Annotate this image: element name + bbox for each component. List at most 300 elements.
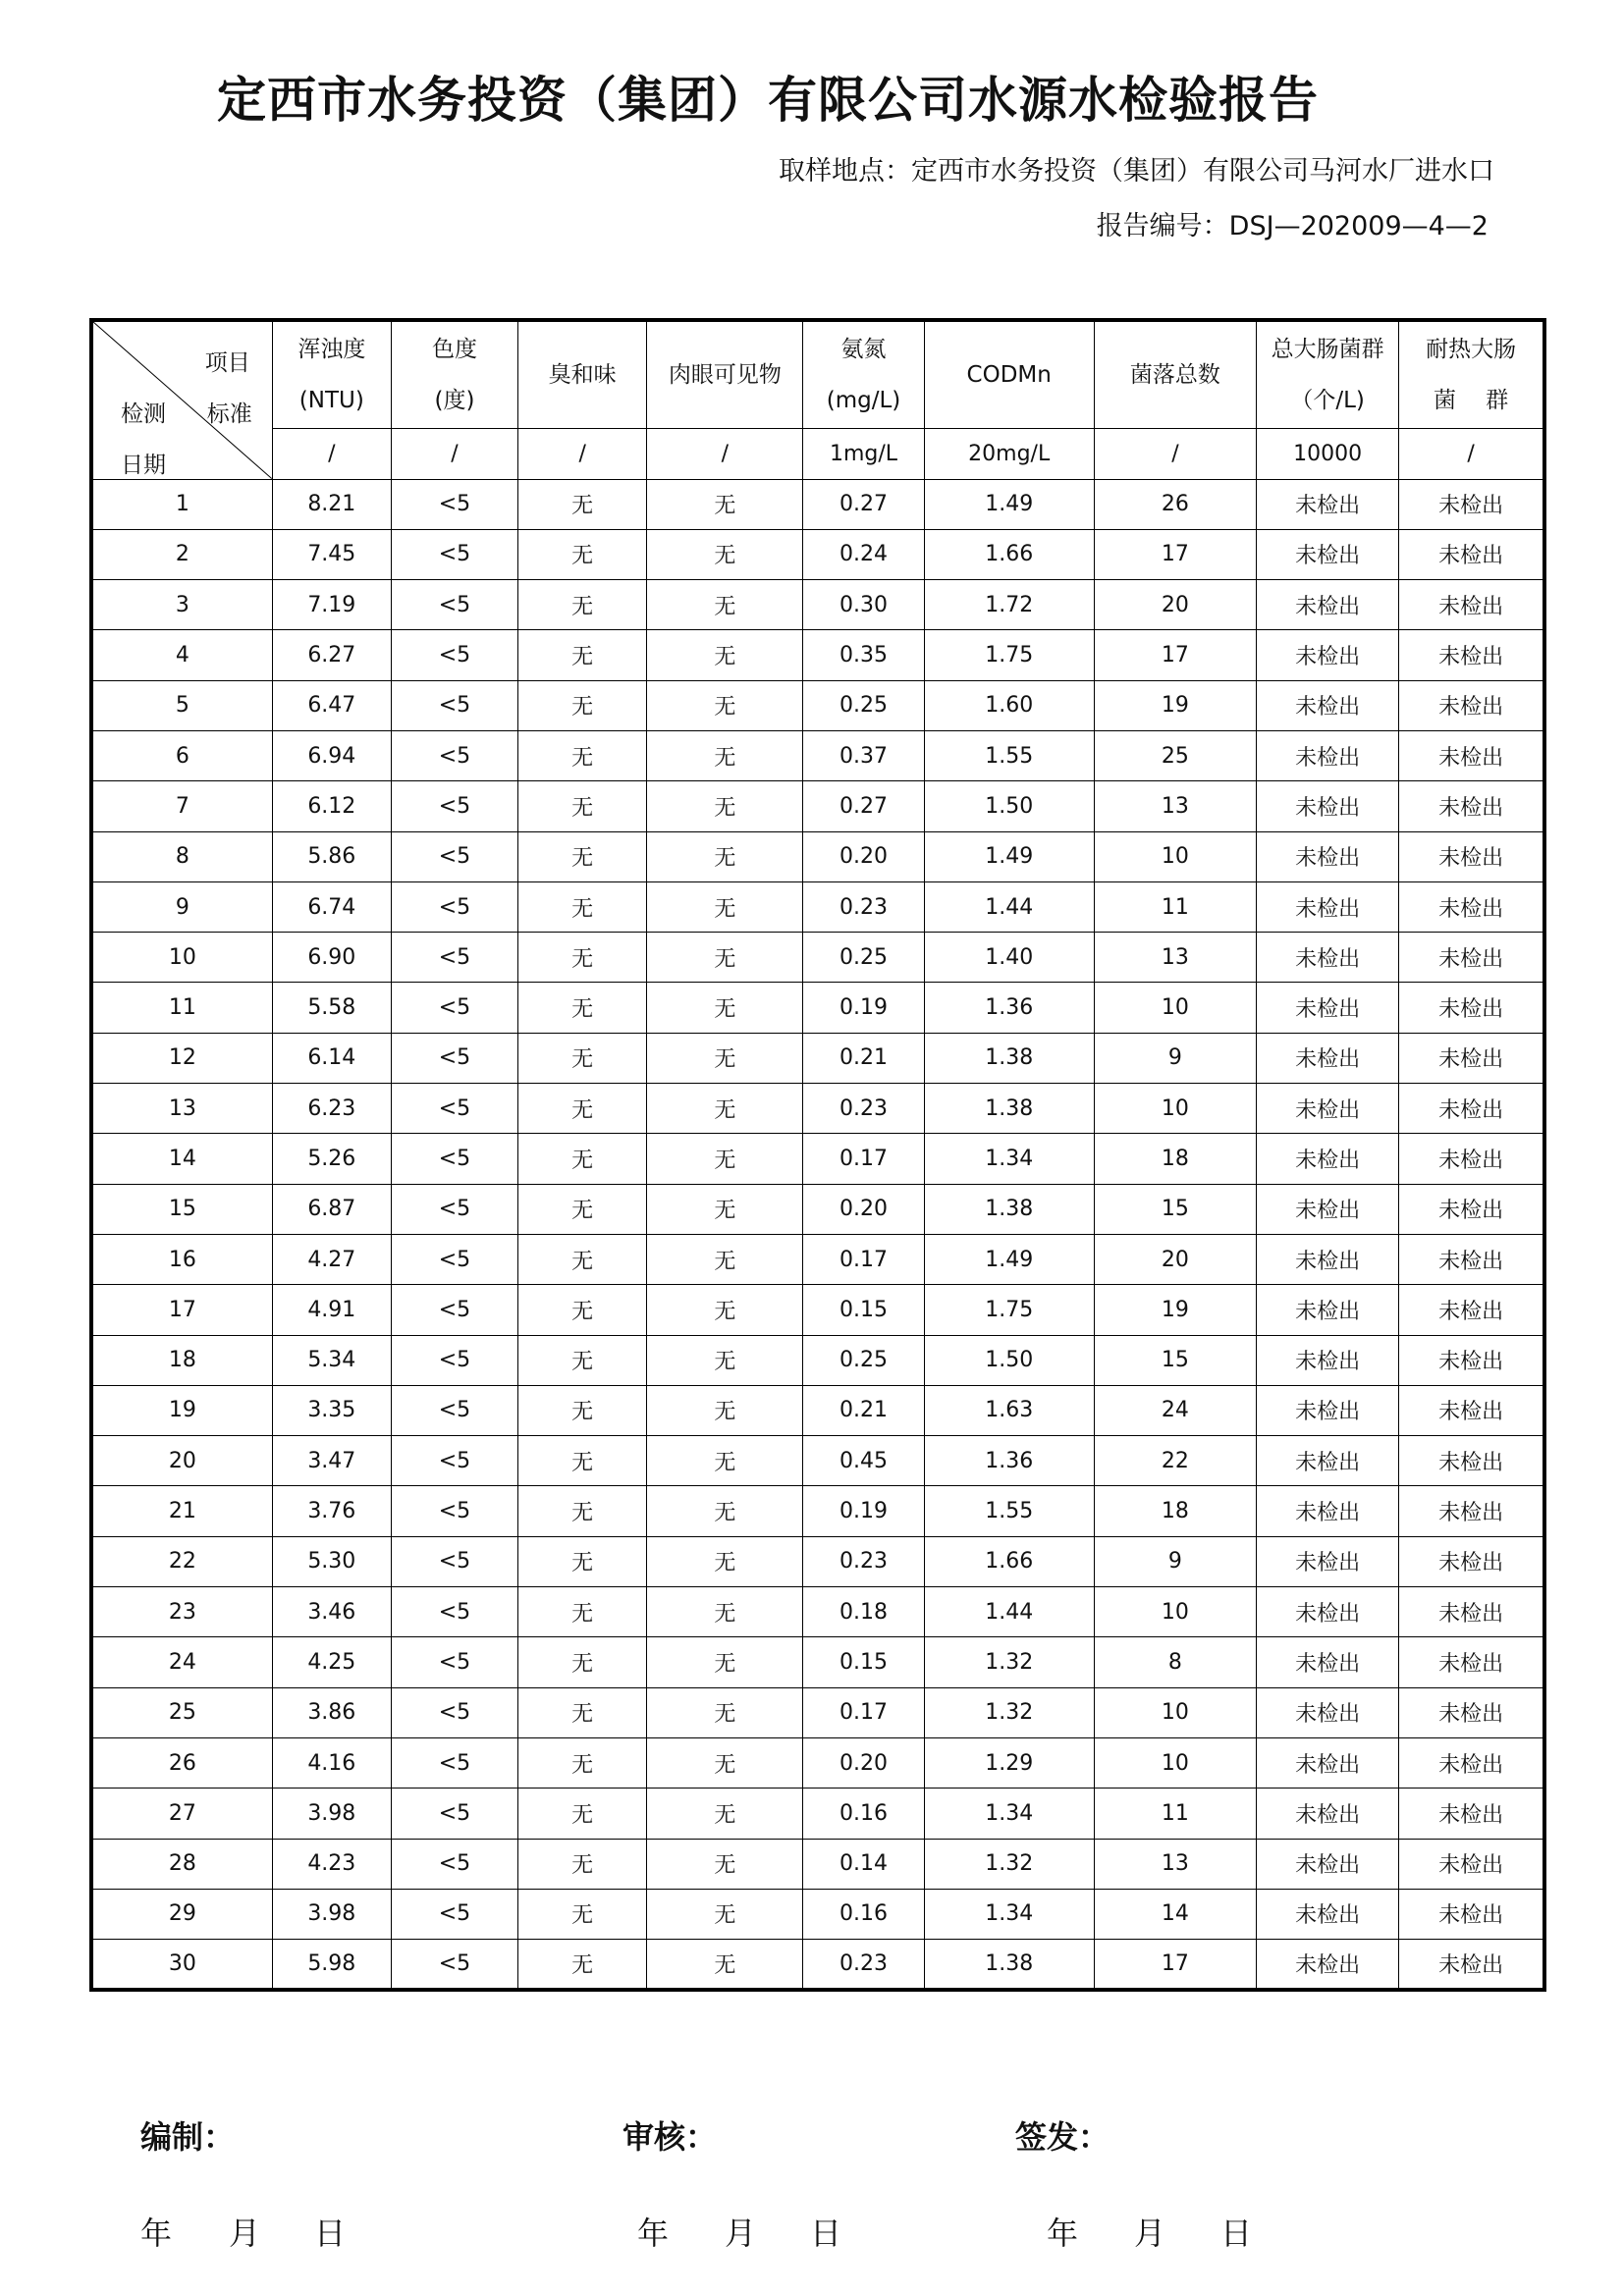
ammonia-nitrogen-cell: 0.35 bbox=[803, 630, 924, 680]
ammonia-nitrogen-cell: 0.20 bbox=[803, 1737, 924, 1788]
turbidity-cell: 5.98 bbox=[272, 1940, 391, 1990]
odor-taste-cell: 无 bbox=[518, 1687, 647, 1737]
ammonia-nitrogen-cell: 0.14 bbox=[803, 1839, 924, 1889]
total-coliform-cell: 未检出 bbox=[1257, 881, 1399, 932]
thermotolerant-coliform-cell: 未检出 bbox=[1399, 1335, 1544, 1385]
odor-taste-cell: 无 bbox=[518, 881, 647, 932]
codmn-cell: 1.50 bbox=[924, 1335, 1094, 1385]
turbidity-cell: 4.25 bbox=[272, 1637, 391, 1687]
codmn-cell: 1.55 bbox=[924, 730, 1094, 780]
odor-taste-cell: 无 bbox=[518, 580, 647, 630]
ammonia-nitrogen-cell: 0.17 bbox=[803, 1687, 924, 1737]
odor-taste-cell: 无 bbox=[518, 1436, 647, 1486]
total-coliform-cell: 未检出 bbox=[1257, 580, 1399, 630]
thermotolerant-coliform-cell: 未检出 bbox=[1399, 479, 1544, 529]
table-row bbox=[91, 933, 1544, 983]
colony-count-cell: 15 bbox=[1094, 1335, 1256, 1385]
total-coliform-cell: 未检出 bbox=[1257, 1184, 1399, 1234]
colony-count-cell: 10 bbox=[1094, 831, 1256, 881]
ammonia-nitrogen-cell: 0.20 bbox=[803, 831, 924, 881]
total-coliform-cell: 未检出 bbox=[1257, 1486, 1399, 1536]
odor-taste-cell: 无 bbox=[518, 479, 647, 529]
ammonia-nitrogen-cell: 0.19 bbox=[803, 1486, 924, 1536]
ammonia-nitrogen-cell: 0.20 bbox=[803, 1184, 924, 1234]
turbidity-cell: 5.58 bbox=[272, 983, 391, 1033]
date-cell: 25 bbox=[91, 1687, 272, 1737]
ammonia-nitrogen-cell: 0.21 bbox=[803, 1033, 924, 1083]
color-cell: <5 bbox=[391, 1536, 517, 1586]
color-cell: <5 bbox=[391, 1084, 517, 1134]
total-coliform-cell: 未检出 bbox=[1257, 680, 1399, 730]
total-coliform-cell: 未检出 bbox=[1257, 1285, 1399, 1335]
odor-taste-cell: 无 bbox=[518, 1084, 647, 1134]
issued-by-label: 签发： bbox=[1015, 2118, 1110, 2156]
codmn-cell: 1.75 bbox=[924, 630, 1094, 680]
ammonia-nitrogen-cell: 0.23 bbox=[803, 881, 924, 932]
date-cell: 3 bbox=[91, 580, 272, 630]
color-cell: <5 bbox=[391, 881, 517, 932]
colony-count-cell: 22 bbox=[1094, 1436, 1256, 1486]
table-row bbox=[91, 1033, 1544, 1083]
total-coliform-cell: 未检出 bbox=[1257, 1587, 1399, 1637]
visible-matter-cell: 无 bbox=[647, 1789, 803, 1839]
color-cell: <5 bbox=[391, 680, 517, 730]
total-coliform-cell: 未检出 bbox=[1257, 1084, 1399, 1134]
thermotolerant-coliform-cell: 未检出 bbox=[1399, 933, 1544, 983]
thermotolerant-coliform-cell: 未检出 bbox=[1399, 1084, 1544, 1134]
odor-taste-cell: 无 bbox=[518, 1385, 647, 1435]
turbidity-cell: 6.47 bbox=[272, 680, 391, 730]
turbidity-cell: 3.46 bbox=[272, 1587, 391, 1637]
odor-taste-cell: 无 bbox=[518, 1184, 647, 1234]
ammonia-nitrogen-cell: 0.37 bbox=[803, 730, 924, 780]
standard-cell: 10000 bbox=[1257, 428, 1399, 479]
corner-date-label: 日期 bbox=[121, 453, 166, 478]
color-cell: <5 bbox=[391, 479, 517, 529]
table-row bbox=[91, 479, 1544, 529]
sample-location: 取样地点：定西市水务投资（集团）有限公司马河水厂进水口 bbox=[779, 156, 1494, 187]
codmn-cell: 1.66 bbox=[924, 529, 1094, 579]
date-cell: 12 bbox=[91, 1033, 272, 1083]
codmn-cell: 1.32 bbox=[924, 1839, 1094, 1889]
visible-matter-cell: 无 bbox=[647, 1084, 803, 1134]
reviewed-by-label: 审核： bbox=[623, 2118, 718, 2156]
ammonia-nitrogen-cell: 0.25 bbox=[803, 680, 924, 730]
color-cell: <5 bbox=[391, 1687, 517, 1737]
visible-matter-cell: 无 bbox=[647, 831, 803, 881]
ammonia-nitrogen-cell: 0.25 bbox=[803, 933, 924, 983]
colony-count-cell: 13 bbox=[1094, 1839, 1256, 1889]
color-cell: <5 bbox=[391, 933, 517, 983]
date-cell: 1 bbox=[91, 479, 272, 529]
table-row bbox=[91, 529, 1544, 579]
table-row bbox=[91, 1385, 1544, 1435]
color-cell: <5 bbox=[391, 580, 517, 630]
thermotolerant-coliform-cell: 未检出 bbox=[1399, 1134, 1544, 1184]
date-cell: 4 bbox=[91, 630, 272, 680]
thermotolerant-coliform-cell: 未检出 bbox=[1399, 831, 1544, 881]
color-cell: <5 bbox=[391, 1940, 517, 1990]
visible-matter-cell: 无 bbox=[647, 680, 803, 730]
visible-matter-cell: 无 bbox=[647, 933, 803, 983]
color-cell: <5 bbox=[391, 1737, 517, 1788]
thermotolerant-coliform-cell: 未检出 bbox=[1399, 1385, 1544, 1435]
visible-matter-cell: 无 bbox=[647, 730, 803, 780]
codmn-cell: 1.66 bbox=[924, 1536, 1094, 1586]
color-cell: <5 bbox=[391, 1385, 517, 1435]
colony-count-cell: 25 bbox=[1094, 730, 1256, 780]
visible-matter-cell: 无 bbox=[647, 1687, 803, 1737]
ammonia-nitrogen-cell: 0.23 bbox=[803, 1940, 924, 1990]
turbidity-cell: 4.23 bbox=[272, 1839, 391, 1889]
standard-cell: / bbox=[272, 428, 391, 479]
total-coliform-cell: 未检出 bbox=[1257, 630, 1399, 680]
turbidity-cell: 6.74 bbox=[272, 881, 391, 932]
turbidity-cell: 3.35 bbox=[272, 1385, 391, 1435]
odor-taste-cell: 无 bbox=[518, 1285, 647, 1335]
corner-item-label: 项目 bbox=[204, 350, 250, 376]
ammonia-nitrogen-cell: 0.16 bbox=[803, 1789, 924, 1839]
standard-cell: / bbox=[518, 428, 647, 479]
date-cell: 18 bbox=[91, 1335, 272, 1385]
table-row bbox=[91, 730, 1544, 780]
color-cell: <5 bbox=[391, 781, 517, 831]
odor-taste-cell: 无 bbox=[518, 1033, 647, 1083]
total-coliform-cell: 未检出 bbox=[1257, 730, 1399, 780]
codmn-cell: 1.36 bbox=[924, 1436, 1094, 1486]
turbidity-cell: 5.34 bbox=[272, 1335, 391, 1385]
total-coliform-cell: 未检出 bbox=[1257, 831, 1399, 881]
table-row bbox=[91, 1940, 1544, 1990]
colony-count-cell: 10 bbox=[1094, 1687, 1256, 1737]
codmn-cell: 1.38 bbox=[924, 1940, 1094, 1990]
odor-taste-cell: 无 bbox=[518, 1486, 647, 1536]
codmn-cell: 1.44 bbox=[924, 1587, 1094, 1637]
compiled-date-day: 日 bbox=[314, 2215, 347, 2252]
visible-matter-cell: 无 bbox=[647, 1184, 803, 1234]
visible-matter-cell: 无 bbox=[647, 1637, 803, 1687]
codmn-cell: 1.34 bbox=[924, 1789, 1094, 1839]
report-title: 定西市水务投资（集团）有限公司水源水检验报告 bbox=[217, 72, 1319, 129]
total-coliform-cell: 未检出 bbox=[1257, 1335, 1399, 1385]
thermotolerant-coliform-cell: 未检出 bbox=[1399, 1234, 1544, 1284]
codmn-cell: 1.34 bbox=[924, 1889, 1094, 1939]
table-row bbox=[91, 1839, 1544, 1889]
date-cell: 29 bbox=[91, 1889, 272, 1939]
codmn-cell: 1.32 bbox=[924, 1687, 1094, 1737]
color-cell: <5 bbox=[391, 730, 517, 780]
codmn-cell: 1.75 bbox=[924, 1285, 1094, 1335]
codmn-cell: 1.40 bbox=[924, 933, 1094, 983]
thermotolerant-coliform-cell: 未检出 bbox=[1399, 1587, 1544, 1637]
table-row bbox=[91, 1234, 1544, 1284]
colony-count-cell: 8 bbox=[1094, 1637, 1256, 1687]
codmn-cell: 1.49 bbox=[924, 1234, 1094, 1284]
date-cell: 5 bbox=[91, 680, 272, 730]
date-cell: 16 bbox=[91, 1234, 272, 1284]
total-coliform-cell: 未检出 bbox=[1257, 1789, 1399, 1839]
colony-count-cell: 10 bbox=[1094, 1587, 1256, 1637]
codmn-cell: 1.49 bbox=[924, 479, 1094, 529]
visible-matter-cell: 无 bbox=[647, 781, 803, 831]
color-cell: <5 bbox=[391, 1285, 517, 1335]
turbidity-cell: 5.86 bbox=[272, 831, 391, 881]
color-cell: <5 bbox=[391, 1436, 517, 1486]
codmn-cell: 1.34 bbox=[924, 1134, 1094, 1184]
compiled-date-year: 年 bbox=[140, 2215, 173, 2252]
ammonia-nitrogen-cell: 0.30 bbox=[803, 580, 924, 630]
odor-taste-cell: 无 bbox=[518, 1737, 647, 1788]
date-cell: 27 bbox=[91, 1789, 272, 1839]
thermotolerant-coliform-cell: 未检出 bbox=[1399, 529, 1544, 579]
odor-taste-cell: 无 bbox=[518, 529, 647, 579]
date-cell: 30 bbox=[91, 1940, 272, 1990]
ammonia-nitrogen-cell: 0.27 bbox=[803, 781, 924, 831]
colony-count-cell: 10 bbox=[1094, 1084, 1256, 1134]
table-row bbox=[91, 1637, 1544, 1687]
visible-matter-cell: 无 bbox=[647, 1385, 803, 1435]
odor-taste-cell: 无 bbox=[518, 933, 647, 983]
thermotolerant-coliform-cell: 未检出 bbox=[1399, 1637, 1544, 1687]
date-cell: 28 bbox=[91, 1839, 272, 1889]
ammonia-nitrogen-cell: 0.18 bbox=[803, 1587, 924, 1637]
ammonia-nitrogen-cell: 0.15 bbox=[803, 1637, 924, 1687]
table-row bbox=[91, 1737, 1544, 1788]
color-cell: <5 bbox=[391, 1033, 517, 1083]
colony-count-cell: 18 bbox=[1094, 1134, 1256, 1184]
turbidity-cell: 6.90 bbox=[272, 933, 391, 983]
visible-matter-cell: 无 bbox=[647, 1335, 803, 1385]
odor-taste-cell: 无 bbox=[518, 1940, 647, 1990]
ammonia-nitrogen-cell: 0.19 bbox=[803, 983, 924, 1033]
color-cell: <5 bbox=[391, 1637, 517, 1687]
ammonia-nitrogen-cell: 0.17 bbox=[803, 1234, 924, 1284]
visible-matter-cell: 无 bbox=[647, 1940, 803, 1990]
table-row bbox=[91, 1889, 1544, 1939]
total-coliform-cell: 未检出 bbox=[1257, 1940, 1399, 1990]
total-coliform-cell: 未检出 bbox=[1257, 1436, 1399, 1486]
column-header: 肉眼可见物 bbox=[647, 320, 803, 428]
colony-count-cell: 24 bbox=[1094, 1385, 1256, 1435]
color-cell: <5 bbox=[391, 1587, 517, 1637]
issued-date-day: 日 bbox=[1220, 2215, 1253, 2252]
visible-matter-cell: 无 bbox=[647, 983, 803, 1033]
column-header: 总大肠菌群 （个/L) bbox=[1257, 320, 1399, 428]
standard-cell: / bbox=[391, 428, 517, 479]
turbidity-cell: 5.30 bbox=[272, 1536, 391, 1586]
visible-matter-cell: 无 bbox=[647, 580, 803, 630]
visible-matter-cell: 无 bbox=[647, 630, 803, 680]
thermotolerant-coliform-cell: 未检出 bbox=[1399, 1436, 1544, 1486]
total-coliform-cell: 未检出 bbox=[1257, 1385, 1399, 1435]
codmn-cell: 1.63 bbox=[924, 1385, 1094, 1435]
total-coliform-cell: 未检出 bbox=[1257, 1637, 1399, 1687]
turbidity-cell: 6.87 bbox=[272, 1184, 391, 1234]
thermotolerant-coliform-cell: 未检出 bbox=[1399, 1285, 1544, 1335]
colony-count-cell: 19 bbox=[1094, 1285, 1256, 1335]
codmn-cell: 1.36 bbox=[924, 983, 1094, 1033]
codmn-cell: 1.32 bbox=[924, 1637, 1094, 1687]
visible-matter-cell: 无 bbox=[647, 479, 803, 529]
color-cell: <5 bbox=[391, 529, 517, 579]
visible-matter-cell: 无 bbox=[647, 1737, 803, 1788]
colony-count-cell: 17 bbox=[1094, 630, 1256, 680]
turbidity-cell: 6.14 bbox=[272, 1033, 391, 1083]
codmn-cell: 1.38 bbox=[924, 1033, 1094, 1083]
thermotolerant-coliform-cell: 未检出 bbox=[1399, 781, 1544, 831]
date-cell: 6 bbox=[91, 730, 272, 780]
thermotolerant-coliform-cell: 未检出 bbox=[1399, 881, 1544, 932]
codmn-cell: 1.44 bbox=[924, 881, 1094, 932]
colony-count-cell: 15 bbox=[1094, 1184, 1256, 1234]
visible-matter-cell: 无 bbox=[647, 1536, 803, 1586]
turbidity-cell: 3.86 bbox=[272, 1687, 391, 1737]
compiled-date-month: 月 bbox=[229, 2215, 261, 2252]
odor-taste-cell: 无 bbox=[518, 983, 647, 1033]
table-row bbox=[91, 781, 1544, 831]
codmn-cell: 1.49 bbox=[924, 831, 1094, 881]
column-header: CODMn bbox=[924, 320, 1094, 428]
visible-matter-cell: 无 bbox=[647, 1033, 803, 1083]
total-coliform-cell: 未检出 bbox=[1257, 983, 1399, 1033]
turbidity-cell: 6.27 bbox=[272, 630, 391, 680]
date-cell: 20 bbox=[91, 1436, 272, 1486]
ammonia-nitrogen-cell: 0.23 bbox=[803, 1536, 924, 1586]
date-cell: 26 bbox=[91, 1737, 272, 1788]
table-row bbox=[91, 831, 1544, 881]
colony-count-cell: 17 bbox=[1094, 1940, 1256, 1990]
turbidity-cell: 3.76 bbox=[272, 1486, 391, 1536]
ammonia-nitrogen-cell: 0.24 bbox=[803, 529, 924, 579]
date-cell: 2 bbox=[91, 529, 272, 579]
standard-row bbox=[91, 428, 1544, 479]
odor-taste-cell: 无 bbox=[518, 1637, 647, 1687]
odor-taste-cell: 无 bbox=[518, 781, 647, 831]
color-cell: <5 bbox=[391, 983, 517, 1033]
column-header: 菌落总数 bbox=[1094, 320, 1256, 428]
ammonia-nitrogen-cell: 0.23 bbox=[803, 1084, 924, 1134]
total-coliform-cell: 未检出 bbox=[1257, 1234, 1399, 1284]
thermotolerant-coliform-cell: 未检出 bbox=[1399, 1737, 1544, 1788]
colony-count-cell: 17 bbox=[1094, 529, 1256, 579]
standard-cell: / bbox=[1094, 428, 1256, 479]
colony-count-cell: 20 bbox=[1094, 1234, 1256, 1284]
colony-count-cell: 18 bbox=[1094, 1486, 1256, 1536]
ammonia-nitrogen-cell: 0.16 bbox=[803, 1889, 924, 1939]
date-cell: 23 bbox=[91, 1587, 272, 1637]
table-row bbox=[91, 1789, 1544, 1839]
date-cell: 11 bbox=[91, 983, 272, 1033]
reviewed-date-day: 日 bbox=[810, 2215, 842, 2252]
turbidity-cell: 7.19 bbox=[272, 580, 391, 630]
column-header: 臭和味 bbox=[518, 320, 647, 428]
header-row bbox=[91, 320, 1544, 428]
turbidity-cell: 3.47 bbox=[272, 1436, 391, 1486]
date-cell: 15 bbox=[91, 1184, 272, 1234]
date-cell: 8 bbox=[91, 831, 272, 881]
date-cell: 13 bbox=[91, 1084, 272, 1134]
codmn-cell: 1.29 bbox=[924, 1737, 1094, 1788]
total-coliform-cell: 未检出 bbox=[1257, 1134, 1399, 1184]
total-coliform-cell: 未检出 bbox=[1257, 1536, 1399, 1586]
odor-taste-cell: 无 bbox=[518, 1134, 647, 1184]
thermotolerant-coliform-cell: 未检出 bbox=[1399, 1033, 1544, 1083]
colony-count-cell: 19 bbox=[1094, 680, 1256, 730]
thermotolerant-coliform-cell: 未检出 bbox=[1399, 630, 1544, 680]
visible-matter-cell: 无 bbox=[647, 1234, 803, 1284]
thermotolerant-coliform-cell: 未检出 bbox=[1399, 1536, 1544, 1586]
ammonia-nitrogen-cell: 0.15 bbox=[803, 1285, 924, 1335]
codmn-cell: 1.60 bbox=[924, 680, 1094, 730]
date-cell: 22 bbox=[91, 1536, 272, 1586]
turbidity-cell: 6.23 bbox=[272, 1084, 391, 1134]
colony-count-cell: 11 bbox=[1094, 1789, 1256, 1839]
thermotolerant-coliform-cell: 未检出 bbox=[1399, 580, 1544, 630]
report-number: 报告编号：DSJ—202009—4—2 bbox=[1096, 211, 1489, 241]
color-cell: <5 bbox=[391, 1335, 517, 1385]
odor-taste-cell: 无 bbox=[518, 1536, 647, 1586]
visible-matter-cell: 无 bbox=[647, 1436, 803, 1486]
colony-count-cell: 13 bbox=[1094, 781, 1256, 831]
column-header: 浑浊度 (NTU) bbox=[272, 320, 391, 428]
total-coliform-cell: 未检出 bbox=[1257, 933, 1399, 983]
visible-matter-cell: 无 bbox=[647, 529, 803, 579]
table-row bbox=[91, 1536, 1544, 1586]
corner-detect-label: 检测 bbox=[121, 401, 166, 427]
turbidity-cell: 4.16 bbox=[272, 1737, 391, 1788]
odor-taste-cell: 无 bbox=[518, 680, 647, 730]
column-header: 耐热大肠 菌 群 bbox=[1399, 320, 1544, 428]
standard-cell: / bbox=[1399, 428, 1544, 479]
codmn-cell: 1.38 bbox=[924, 1084, 1094, 1134]
thermotolerant-coliform-cell: 未检出 bbox=[1399, 1940, 1544, 1990]
codmn-cell: 1.72 bbox=[924, 580, 1094, 630]
colony-count-cell: 26 bbox=[1094, 479, 1256, 529]
total-coliform-cell: 未检出 bbox=[1257, 479, 1399, 529]
color-cell: <5 bbox=[391, 831, 517, 881]
colony-count-cell: 13 bbox=[1094, 933, 1256, 983]
color-cell: <5 bbox=[391, 630, 517, 680]
turbidity-cell: 7.45 bbox=[272, 529, 391, 579]
codmn-cell: 1.50 bbox=[924, 781, 1094, 831]
standard-cell: 20mg/L bbox=[924, 428, 1094, 479]
odor-taste-cell: 无 bbox=[518, 1587, 647, 1637]
thermotolerant-coliform-cell: 未检出 bbox=[1399, 680, 1544, 730]
ammonia-nitrogen-cell: 0.17 bbox=[803, 1134, 924, 1184]
visible-matter-cell: 无 bbox=[647, 1285, 803, 1335]
standard-cell: 1mg/L bbox=[803, 428, 924, 479]
color-cell: <5 bbox=[391, 1134, 517, 1184]
turbidity-cell: 6.12 bbox=[272, 781, 391, 831]
issued-date-year: 年 bbox=[1047, 2215, 1079, 2252]
table-row bbox=[91, 630, 1544, 680]
turbidity-cell: 3.98 bbox=[272, 1889, 391, 1939]
colony-count-cell: 20 bbox=[1094, 580, 1256, 630]
thermotolerant-coliform-cell: 未检出 bbox=[1399, 1789, 1544, 1839]
color-cell: <5 bbox=[391, 1234, 517, 1284]
issued-date-month: 月 bbox=[1134, 2215, 1166, 2252]
date-cell: 24 bbox=[91, 1637, 272, 1687]
codmn-cell: 1.55 bbox=[924, 1486, 1094, 1536]
table-row bbox=[91, 1436, 1544, 1486]
table-row bbox=[91, 1084, 1544, 1134]
standard-cell: / bbox=[647, 428, 803, 479]
total-coliform-cell: 未检出 bbox=[1257, 1033, 1399, 1083]
color-cell: <5 bbox=[391, 1184, 517, 1234]
date-cell: 10 bbox=[91, 933, 272, 983]
table-row bbox=[91, 1587, 1544, 1637]
table-row bbox=[91, 1184, 1544, 1234]
